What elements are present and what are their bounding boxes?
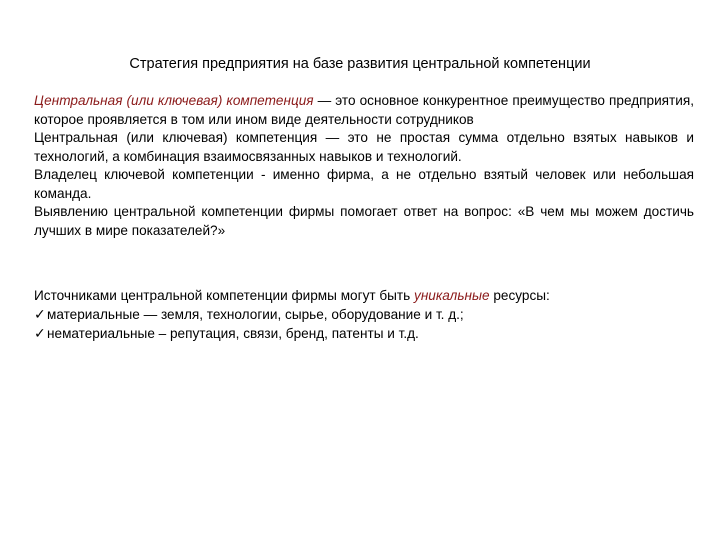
checkmark-icon: ✓ [34,325,46,341]
sources-block [34,286,694,343]
slide-title: Стратегия предприятия на базе развития центральной компетенции [129,56,591,72]
list-item [34,324,694,343]
list-item-text: материальные — земля, технологии, сырье, оборудование и т. д.; [47,307,464,322]
main-text-block [34,92,694,240]
list-item [34,305,694,324]
definition-term: Центральная (или ключевая) компетенция [34,93,314,108]
sources-intro-end: ресурсы: [489,288,550,303]
definition-text: — это основное конкурентное преимущество предприятия, которое проявляется в том или ином виде деятельности сотрудников [34,93,694,127]
paragraph-owner: Владелец ключевой компетенции - именно фирма, а не отдельно взятый человек или небольшая команда. [34,167,694,201]
paragraph-question: Выявлению центральной компетенции фирмы помогает ответ на вопрос: «В чем мы можем достичь лучших в мире показателей?» [34,204,694,238]
sources-intro-start: Источниками центральной компетенции фирмы могут быть [34,288,415,303]
checkmark-icon: ✓ [34,306,46,322]
list-item-text: нематериальные – репутация, связи, бренд, патенты и т.д. [47,326,419,341]
sources-intro [34,286,694,305]
definition-paragraph [34,92,694,129]
sources-intro-accent: уникальные [414,288,490,303]
paragraph-composition: Центральная (или ключевая) компетенция — это не простая сумма отдельно взятых навыков и технологий, а комбинация взаимосвязанных навыков и технологий. [34,130,694,164]
